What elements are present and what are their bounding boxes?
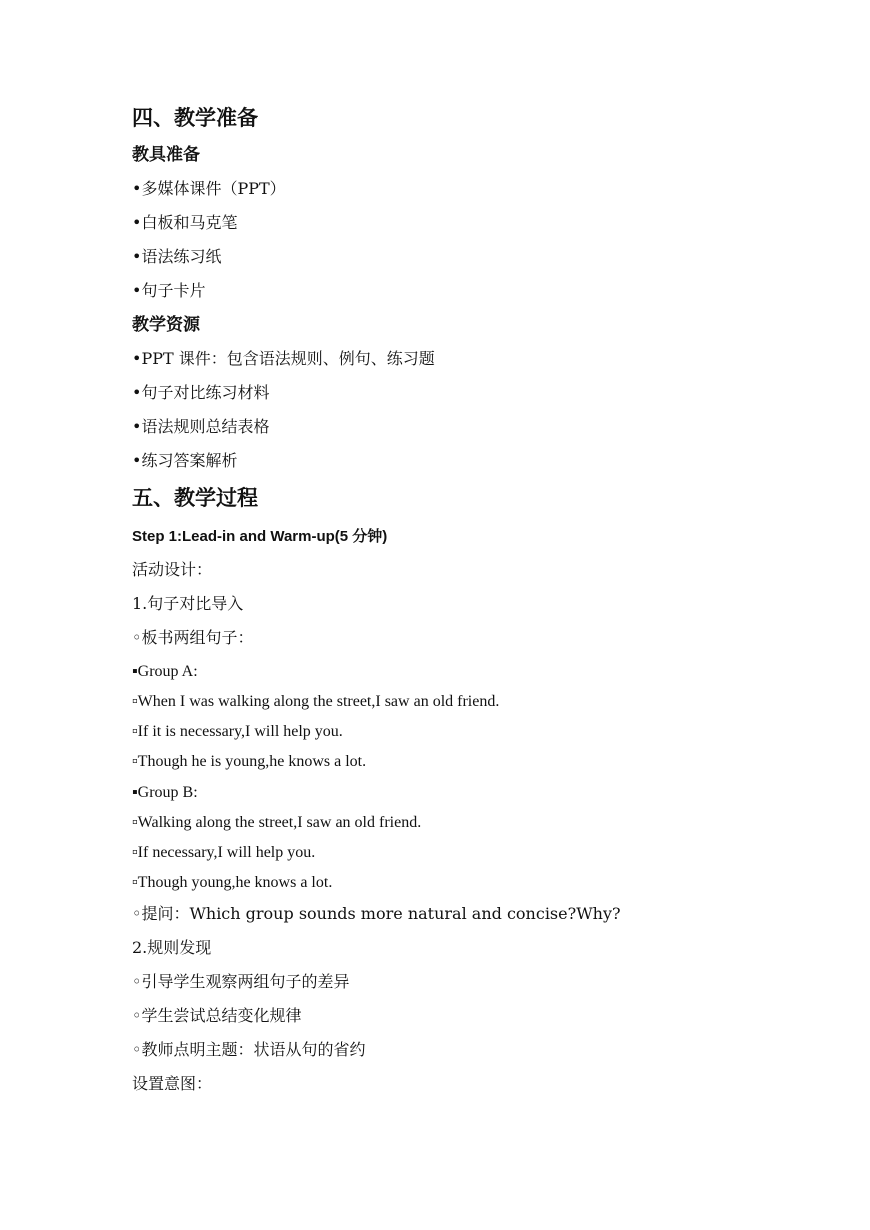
list-item: •语法规则总结表格 xyxy=(132,417,270,436)
part-title: 2.规则发现 xyxy=(132,938,212,957)
example-sentence: ▫Though he is young,he knows a lot. xyxy=(132,753,367,770)
question: ◦提问：Which group sounds more natural and concise?Why? xyxy=(132,904,621,923)
example-sentence: ▫If necessary,I will help you. xyxy=(132,844,316,861)
part-title: 1.句子对比导入 xyxy=(132,594,244,613)
list-item: •句子对比练习材料 xyxy=(132,383,270,402)
list-item: •语法练习纸 xyxy=(132,247,222,266)
section-heading-teaching-preparation: 四、教学准备 xyxy=(132,106,258,130)
list-item: ◦引导学生观察两组句子的差异 xyxy=(132,972,350,991)
list-item: ◦学生尝试总结变化规律 xyxy=(132,1006,302,1025)
example-sentence: ▫Though young,he knows a lot. xyxy=(132,874,333,891)
example-sentence: ▫When I was walking along the street,I saw an old friend. xyxy=(132,693,500,710)
list-item: ◦教师点明主题：状语从句的省约 xyxy=(132,1040,366,1059)
group-label: ▪Group B: xyxy=(132,784,198,801)
list-item: •白板和马克笔 xyxy=(132,213,238,232)
list-item: •多媒体课件（PPT） xyxy=(132,179,286,198)
subheading-teaching-tools: 教具准备 xyxy=(132,145,200,165)
intent-label: 设置意图： xyxy=(132,1074,213,1093)
list-item: •句子卡片 xyxy=(132,281,206,300)
group-label: ▪Group A: xyxy=(132,663,198,680)
list-item: •练习答案解析 xyxy=(132,451,238,470)
subheading-teaching-resources: 教学资源 xyxy=(132,315,200,335)
activity-label: 活动设计： xyxy=(132,560,213,579)
example-sentence: ▫If it is necessary,I will help you. xyxy=(132,723,343,740)
list-item: ◦板书两组句子： xyxy=(132,628,254,647)
step-heading: Step 1:Lead-in and Warm-up(5 分钟) xyxy=(132,528,388,545)
list-item: •PPT 课件：包含语法规则、例句、练习题 xyxy=(132,349,435,368)
section-heading-teaching-process: 五、教学过程 xyxy=(132,486,258,510)
example-sentence: ▫Walking along the street,I saw an old friend. xyxy=(132,814,422,831)
